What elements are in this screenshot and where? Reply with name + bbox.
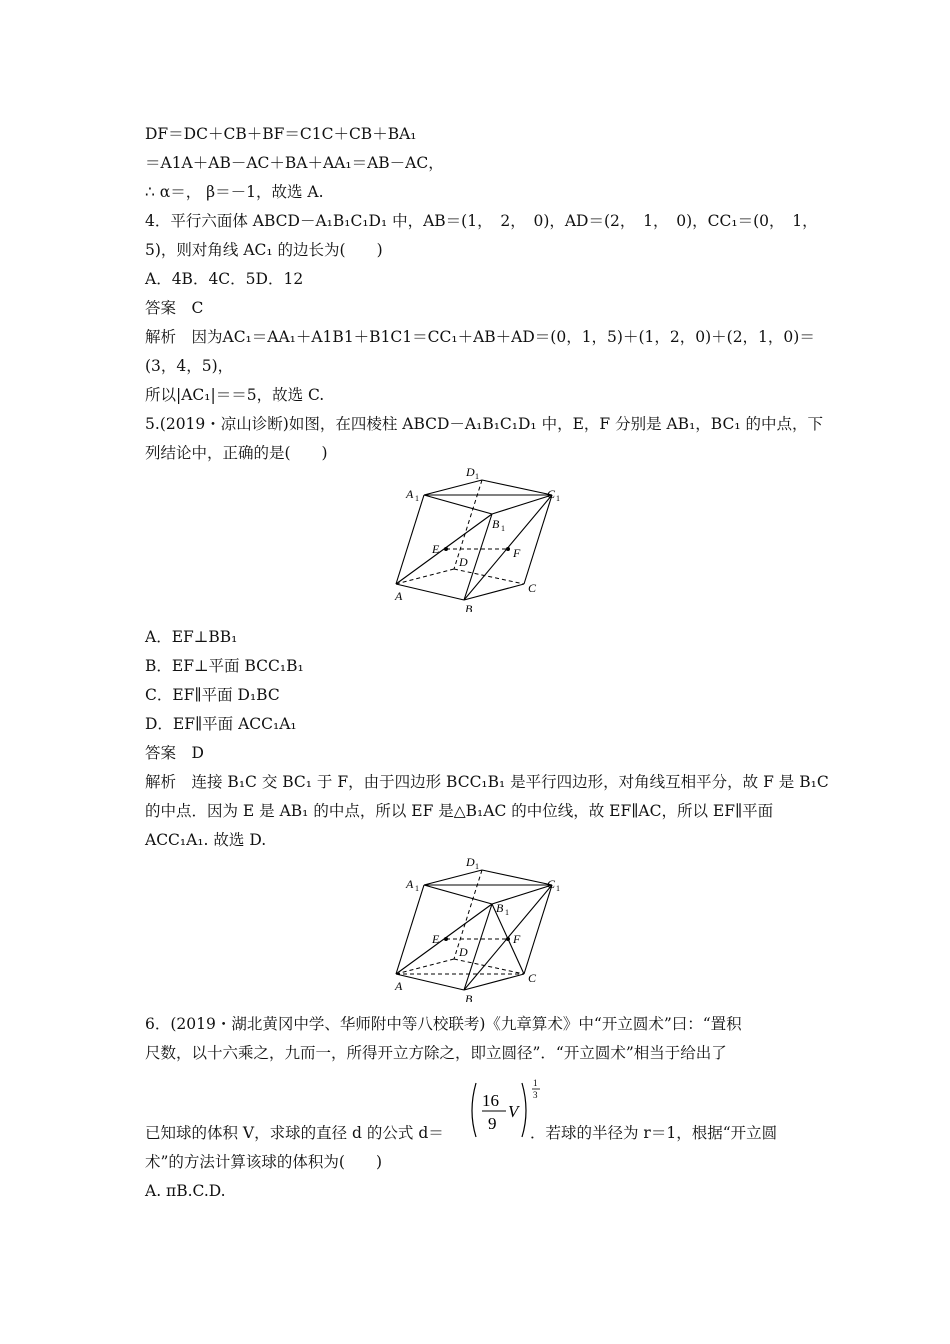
text-line: 术”的方法计算该球的体积为( ) bbox=[145, 1153, 383, 1171]
text-line: 尺数，以十六乘之，九而一，所得开立方除之，即立圆径”．“开立圆术”相当于给出了 bbox=[145, 1044, 727, 1062]
text-line: 6．(2019・湖北黄冈中学、华师附中等八校联考)《九章算术》中“开立圆术”曰：“置积 bbox=[145, 1015, 742, 1033]
option-d: D．EF∥平面 ACC₁A₁ bbox=[145, 715, 297, 733]
label-A: A bbox=[395, 979, 403, 993]
text-line: ＝A1A＋AB－AC＋BA＋AA₁＝AB－AC， bbox=[145, 154, 444, 172]
answer-line: 答案 C bbox=[145, 299, 204, 317]
label-E: E bbox=[432, 932, 440, 946]
label-C1: C bbox=[547, 487, 556, 501]
text-line: (3，4，5)， bbox=[145, 357, 234, 375]
text-line: ．若球的半径为 r＝1，根据“开立圆 bbox=[530, 1124, 778, 1142]
answer-line: 答案 D bbox=[145, 744, 204, 762]
parallelepiped-figure-1 bbox=[392, 462, 572, 616]
option-line: A. πB.C.D. bbox=[145, 1182, 226, 1200]
label-D1: D bbox=[466, 465, 475, 479]
label-A1: A bbox=[406, 487, 414, 501]
option-a: A．EF⊥BB₁ bbox=[145, 628, 238, 646]
label-F: F bbox=[513, 546, 521, 560]
label-B1: B bbox=[496, 901, 504, 915]
text-line: DF＝DC＋CB＋BF＝C1C＋CB＋BA₁ bbox=[145, 125, 417, 143]
text-line: 列结论中，正确的是( ) bbox=[145, 444, 328, 462]
formula-denominator: 9 bbox=[488, 1114, 497, 1133]
text-line: 已知球的体积 V，求球的直径 d 的公式 d＝ bbox=[145, 1124, 444, 1142]
label-B: B bbox=[465, 992, 473, 1002]
label-sub: 1 bbox=[556, 884, 560, 893]
text-line: 5.(2019・凉山诊断)如图，在四棱柱 ABCD－A₁B₁C₁D₁ 中，E，F 分别是 AB₁，BC₁ 的中点，下 bbox=[145, 415, 823, 433]
label-sub: 1 bbox=[501, 524, 505, 533]
formula-variable: V bbox=[508, 1102, 519, 1121]
label-C1: C bbox=[547, 877, 556, 891]
label-sub: 1 bbox=[556, 494, 560, 503]
label-sub: 1 bbox=[475, 862, 479, 871]
text-line: 的中点．因为 E 是 AB₁ 的中点，所以 EF 是△B₁AC 的中位线，故 EF∥AC，所以 EF∥平面 bbox=[145, 802, 774, 820]
formula-exp-num: 1 bbox=[533, 1078, 538, 1088]
label-C: C bbox=[528, 581, 537, 595]
label-D: D bbox=[459, 555, 468, 569]
label-B1: B bbox=[492, 517, 500, 531]
text-line: ACC₁A₁. 故选 D. bbox=[145, 831, 267, 849]
label-A1: A bbox=[406, 877, 414, 891]
text-line: ∴ α＝， β＝－1，故选 A. bbox=[145, 183, 324, 201]
label-sub: 1 bbox=[415, 494, 419, 503]
label-sub: 1 bbox=[475, 472, 479, 481]
parallelepiped-figure-2 bbox=[392, 852, 572, 1006]
text-line: 解析 因为AC₁＝AA₁＋A1B1＋B1C1＝CC₁＋AB＋AD＝(0，1，5)＋(1，2，0)＋(2，1，0)＝ bbox=[145, 328, 815, 346]
formula-numerator: 16 bbox=[482, 1091, 499, 1110]
label-F: F bbox=[513, 932, 521, 946]
text-line: 4．平行六面体 ABCD－A₁B₁C₁D₁ 中，AB＝(1， 2， 0)，AD＝(2， 1， 0)，CC₁＝(0， 1， bbox=[145, 212, 818, 230]
label-sub: 1 bbox=[415, 884, 419, 893]
label-E: E bbox=[432, 542, 440, 556]
label-D: D bbox=[459, 945, 468, 959]
text-line: 解析 连接 B₁C 交 BC₁ 于 F，由于四边形 BCC₁B₁ 是平行四边形，对角线互相平分，故 F 是 B₁C bbox=[145, 773, 829, 791]
label-C: C bbox=[528, 971, 537, 985]
text-line: A．4B．4C．5D．12 bbox=[145, 270, 304, 288]
option-b: B．EF⊥平面 BCC₁B₁ bbox=[145, 657, 304, 675]
label-sub: 1 bbox=[505, 908, 509, 917]
text-line: 所以|AC₁|＝＝5，故选 C. bbox=[145, 386, 325, 404]
text-line: 5)，则对角线 AC₁ 的边长为( ) bbox=[145, 241, 383, 259]
formula-exp-den: 3 bbox=[533, 1090, 538, 1100]
label-B: B bbox=[465, 602, 473, 612]
label-A: A bbox=[395, 589, 403, 603]
label-D1: D bbox=[466, 855, 475, 869]
option-c: C．EF∥平面 D₁BC bbox=[145, 686, 280, 704]
